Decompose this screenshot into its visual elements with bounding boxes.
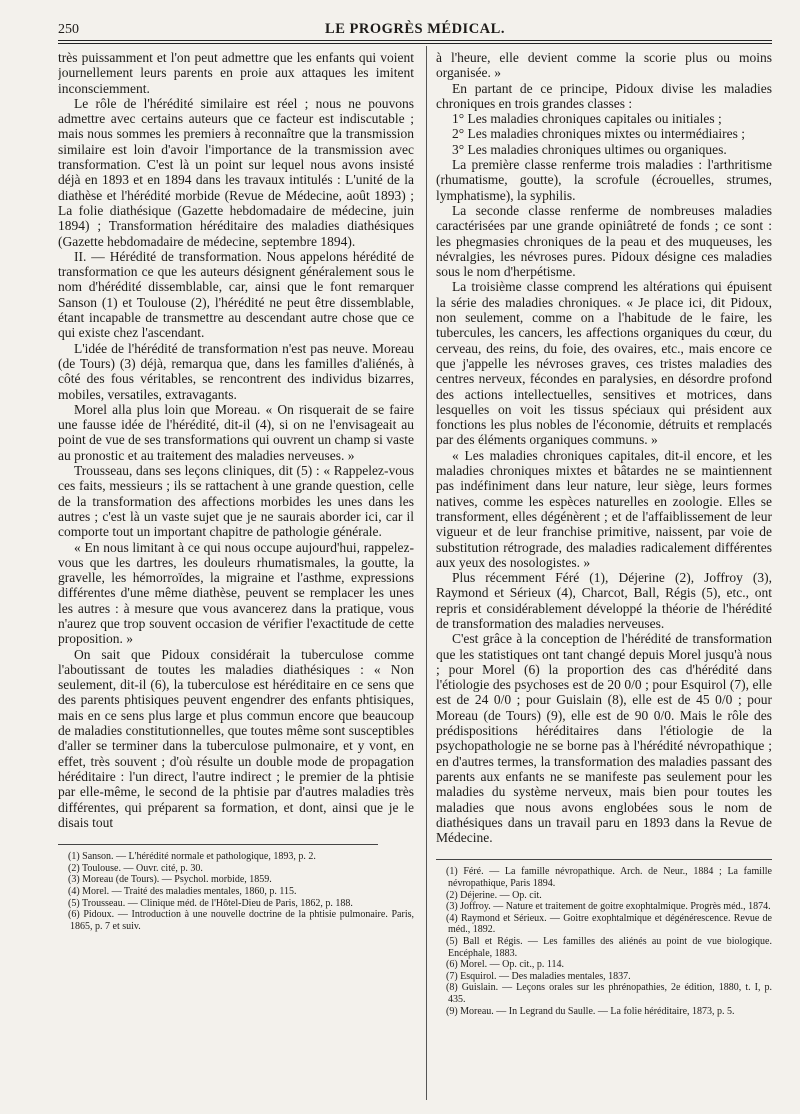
- header-rule-thin: [58, 43, 772, 44]
- footnote: (3) Moreau (de Tours). — Psychol. morbide, 1859.: [68, 874, 272, 886]
- paragraph: « En nous limitant à ce qui nous occupe aujourd'hui, rappelez-vous que les dartres, les douleurs rhumatismales, la goutte, la gravelle, les hémorroïdes, la migraine et l'asthme, expressions différentes d'une même diathèse, peuvent se remplacer les unes les autres : à mesure que vous avancerez dans la pratique, vous n'aurez que trop souvent occasion de vérifier l'exactitude de cette proposition. »: [58, 539, 414, 647]
- classes-list: [436, 111, 772, 157]
- footnote: (9) Moreau. — In Legrand du Saulle. — La folie héréditaire, 1873, p. 5.: [446, 1005, 735, 1017]
- paragraph: La seconde classe renferme de nombreuses maladies caractérisées par une grande opiniâtreté de fonds ; ce sont : les phegmasies chroniques de la peau et des muqueuses, les névralgies, les névroses pures. Pidoux désigne ces maladies sous le nom d'herpétisme.: [436, 202, 772, 280]
- list-item: 3° Les maladies chroniques ultimes ou organiques.: [452, 141, 727, 157]
- header-rule: [58, 40, 772, 41]
- paragraph: très puissamment et l'on peut admettre que les enfants qui voient journellement leurs parents en proie aux attaques les imitent inconsciemment.: [58, 50, 414, 96]
- right-footnotes: [436, 866, 772, 1017]
- footnote: (2) Toulouse. — Ouvr. cité, p. 30.: [68, 862, 203, 874]
- list-item: 2° Les maladies chroniques mixtes ou intermédiaires ;: [452, 126, 745, 142]
- paragraph: La troisième classe comprend les altérations qui épuisent la série des maladies chroniques. « Je place ici, dit Pidoux, non seulement, comme on a l'habitude de le faire, les tubercules, les cancers, les affections organiques du cœur, du cerveau, des reins, du foie, des ovaires, etc., mais encore ce que j'appelle les névroses graves, ces tristes maladies des centres nerveux, fécondes en paralysies, en désordre profond des actions intellectuelles, sensitives et motrices, dans lesquelles on voit les tissus spéciaux qui président aux fonctions les plus nobles de l'économie, détruits et remplacés par des éléments organiques communs. »: [436, 279, 772, 448]
- footnote: (1) Féré. — La famille névropathique. Arch. de Neur., 1884 ; La famille névropathique, Paris 1894.: [446, 866, 772, 890]
- running-header: [58, 20, 772, 42]
- footnote: (3) Joffroy. — Nature et traitement de goitre exophtalmique. Progrès méd., 1874.: [446, 901, 771, 913]
- left-body: [58, 50, 414, 830]
- footnote: (8) Guislain. — Leçons orales sur les phrénopathies, 2e édition, 1880, t. I, p. 435.: [446, 982, 772, 1005]
- paragraph: « Les maladies chroniques capitales, dit-il encore, et les maladies chroniques mixtes et bâtardes ne se maintiennent pas indéfiniment dans leur nature, leur siège, leurs formes natives, comme les espèces naturelles en zoologie. Elles se transforment, elles dégénèrent ; et de l'affaiblissement de leur vigueur et de leur franchise primitive, naissent, par voie de substitution rétrograde, des maladies radicalement différentes aux yeux des nosologistes. »: [436, 447, 772, 570]
- left-footnotes: [58, 851, 414, 932]
- paragraph: L'idée de l'hérédité de transformation n'est pas neuve. Moreau (de Tours) (3) déjà, remarqua que, dans les familles d'aliénés, à côté des fous véritables, se rencontrent des individus bizarres, mobiles, versatiles, extravagants.: [58, 340, 414, 402]
- right-body-bottom: [436, 157, 772, 845]
- footnote: (5) Ball et Régis. — Les familles des aliénés au point de vue biologique. Encéphale, 1883.: [446, 936, 772, 959]
- paragraph: Plus récemment Féré (1), Déjerine (2), Joffroy (3), Raymond et Sérieux (4), Charcot, Ball, Régis (5), etc., ont repris et considérablement développé la théorie de l'hérédité de transformation des maladies nerveuses.: [436, 570, 772, 631]
- footnote: (1) Sanson. — L'hérédité normale et pathologique, 1893, p. 2.: [68, 851, 316, 863]
- paragraph: En partant de ce principe, Pidoux divise les maladies chroniques en trois grandes classes :: [436, 80, 772, 111]
- footnote: (2) Déjerine. — Op. cit.: [446, 889, 542, 901]
- footnote: (4) Raymond et Sérieux. — Goitre exophtalmique et dégénérescence. Revue de méd., 1892.: [446, 912, 772, 936]
- right-body-top: [436, 50, 772, 111]
- footnote-rule: [436, 859, 772, 860]
- footnote: (4) Morel. — Traité des maladies mentales, 1860, p. 115.: [68, 885, 297, 897]
- footnote: (7) Esquirol. — Des maladies mentales, 1837.: [446, 970, 631, 982]
- footnote: (6) Morel. — Op. cit., p. 114.: [446, 959, 564, 971]
- paragraph: à l'heure, elle devient comme la scorie plus ou moins organisée. »: [436, 50, 772, 81]
- list-item: 1° Les maladies chroniques capitales ou initiales ;: [452, 111, 722, 127]
- footnote: (6) Pidoux. — Introduction à une nouvelle doctrine de la phtisie pulmonaire. Paris, 1865, p. 7 et suiv.: [68, 909, 414, 932]
- paragraph: Le rôle de l'hérédité similaire est réel ; nous ne pouvons admettre avec certains auteurs que ce facteur est indiscutable ; mais nous sommes les premiers à reconnaître que la transmission similaire est loin d'avoir l'importance de la transmission avec transformation. C'est là un point sur lequel nous avons insisté déjà en 1893 et en 1894 dans les travaux intitulés : L'unité de la diathèse et l'hérédité morbide (Revue de Médecine, août 1893) ; La folie diathésique (Gazette hebdomadaire de médecine, juin 1894) ; Transformation héréditaire des maladies diathésiques (Gazette hebdomadaire de médecine, septembre 1894).: [58, 95, 414, 249]
- column-divider: [426, 46, 427, 1100]
- page-number: 250: [58, 22, 79, 37]
- left-column: [58, 50, 414, 1114]
- paragraph: La première classe renferme trois maladies : l'arthritisme (rhumatisme, goutte), la scrofule (écrouelles, strumes, lymphatisme), la syphilis.: [436, 157, 772, 203]
- paragraph: On sait que Pidoux considérait la tuberculose comme l'aboutissant de toutes les maladies diathésiques : « Non seulement, dit-il (6), la tuberculose est héréditaire en ce sens que des parents phtisiques peuvent engendrer des enfants phtisiques, mais en ce sens plus large et plus commun encore que beaucoup de maladies constitutionnelles, que toutes même sont susceptibles d'aller se terminer dans la tuberculose pulmonaire, et y vont, en effet, très souvent ; d'où résulte un double mode de propagation héréditaire : l'un direct, l'autre indirect ; le premier de la phtisie par elle-même, le second de la phtisie par d'autres maladies très différentes, qui préparent sa formation, et dont, ainsi que je le disais tout: [58, 646, 414, 830]
- paragraph: Trousseau, dans ses leçons cliniques, dit (5) : « Rappelez-vous ces faits, messieurs ; ils se rattachent à une grande question, celle de la transformation des affections morbides les unes dans les autres ; c'est là un vaste sujet que je ne saurais aborder ici, car il comporte tout un important chapitre de pathologie générale.: [58, 463, 414, 540]
- footnote-rule: [58, 844, 378, 845]
- paragraph: Morel alla plus loin que Moreau. « On risquerait de se faire une fausse idée de l'hérédité, dit-il (4), si on ne l'envisageait au point de vue de ses transformations qui ouvrent un champ si vaste au pronostic et au traitement des maladies nerveuses. »: [58, 401, 414, 463]
- running-title: LE PROGRÈS MÉDICAL.: [325, 21, 505, 37]
- paragraph: C'est grâce à la conception de l'hérédité de transformation que les statistiques ont tant changé depuis Morel jusqu'à nous ; pour Morel (6) la proportion des cas d'hérédité dans l'étiologie des psychoses est de 20 0/0 ; pour Esquirol (7), elle est de 24 0/0 ; pour Guislain (8), elle est de 45 0/0 ; pour Moreau (de Tours) (9), elle est de 90 0/0. Mais le rôle des prédispositions héréditaires dans l'étiologie de la psychopathologie ne se borne pas à l'hérédité névropathique ; en d'autres termes, la transformation des maladies passant des parents aux enfants ne se manifeste pas seulement pour les maladies du système nerveux, mais bien pour toutes les maladies que nous avons englobées sous le nom de diathésiques dans un travail paru en 1893 dans la Revue de Médecine.: [436, 631, 772, 846]
- footnote: (5) Trousseau. — Clinique méd. de l'Hôtel-Dieu de Paris, 1862, p. 188.: [68, 897, 353, 909]
- right-column: [436, 50, 772, 1114]
- paragraph: II. — Hérédité de transformation. Nous appelons hérédité de transformation ce que les auteurs désignent généralement sous le nom d'hérédité dissemblable, car, ainsi que le font remarquer Sanson (1) et Toulouse (2), l'hérédité ne peut être dissemblable, étant incapable de transmettre au descendant autre chose que ce qui existe chez l'ascendant.: [58, 248, 414, 341]
